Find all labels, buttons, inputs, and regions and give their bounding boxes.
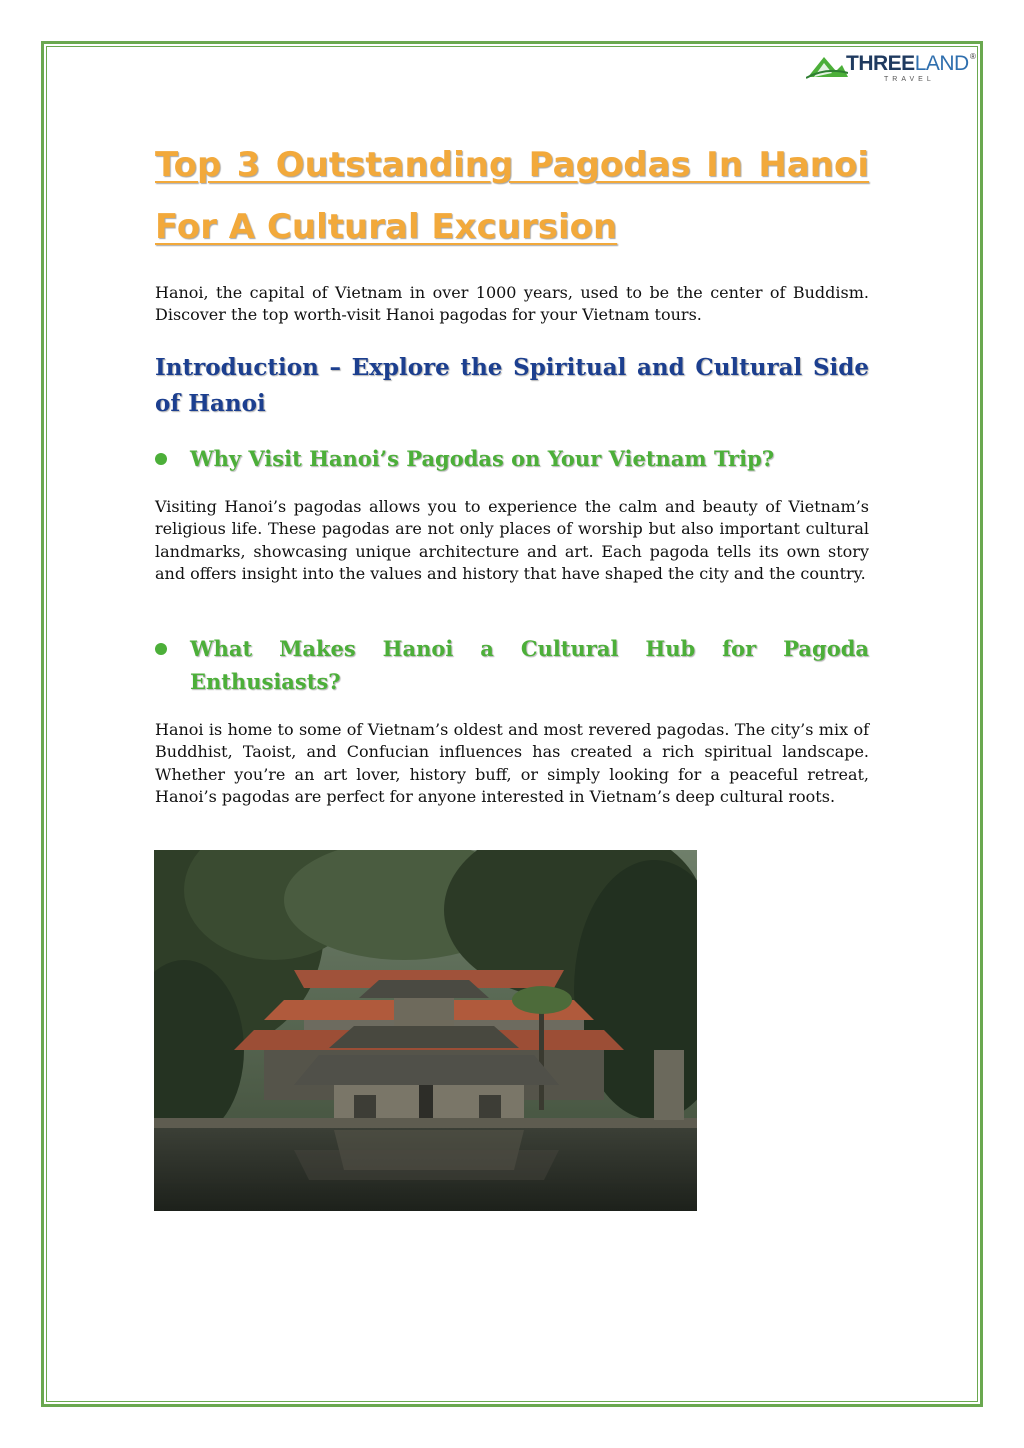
why-visit-paragraph: Visiting Hanoi’s pagodas allows you to experience the calm and beauty of Vietnam’s religious life. These pagodas are not only places of worship but also important cultural landmarks, showcasing unique architecture and art. Each pagoda tells its own story and offers insight into the values and history that have shaped the city and the country. [155, 497, 869, 583]
cultural-hub-paragraph: Hanoi is home to some of Vietnam’s oldest and most revered pagodas. The city’s mix of Buddhist, Taoist, and Confucian influences has created a rich spiritual landscape. Whether you’re an art lover, history buff, or simply looking for a peaceful retreat, Hanoi’s pagodas are perfect for anyone interested in Vietnam’s deep cultural roots. [155, 720, 869, 806]
section-heading-introduction: Introduction – Explore the Spiritual and Cultural Side of Hanoi [155, 354, 869, 417]
pagoda-photo [154, 850, 697, 1211]
intro-paragraph: Hanoi, the capital of Vietnam in over 1000 years, used to be the center of Buddism. Discover the top worth-visit Hanoi pagodas for your Vietnam tours. [155, 283, 869, 325]
subheading-cultural-hub-text: What Makes Hanoi a Cultural Hub for Pagoda Enthusiasts? [190, 636, 869, 694]
mountain-logo-icon [806, 53, 848, 79]
pagoda-illustration [154, 850, 697, 1211]
brand-subtitle: TRAVEL [884, 76, 935, 83]
brand-logo [806, 50, 978, 90]
article-title: Top 3 Outstanding Pagodas In Hanoi For A Cultural Excursion [155, 145, 869, 247]
brand-name [846, 52, 969, 76]
bullet-icon [155, 453, 167, 465]
registered-mark: ® [970, 52, 976, 61]
subheading-why-visit [155, 442, 869, 475]
brand-name-part1: THREE [846, 52, 915, 75]
brand-name-part2: LAND [914, 52, 969, 75]
subheading-why-visit-text: Why Visit Hanoi’s Pagodas on Your Vietnam Trip? [190, 446, 775, 471]
bullet-icon [155, 643, 167, 655]
subheading-cultural-hub [155, 632, 869, 698]
